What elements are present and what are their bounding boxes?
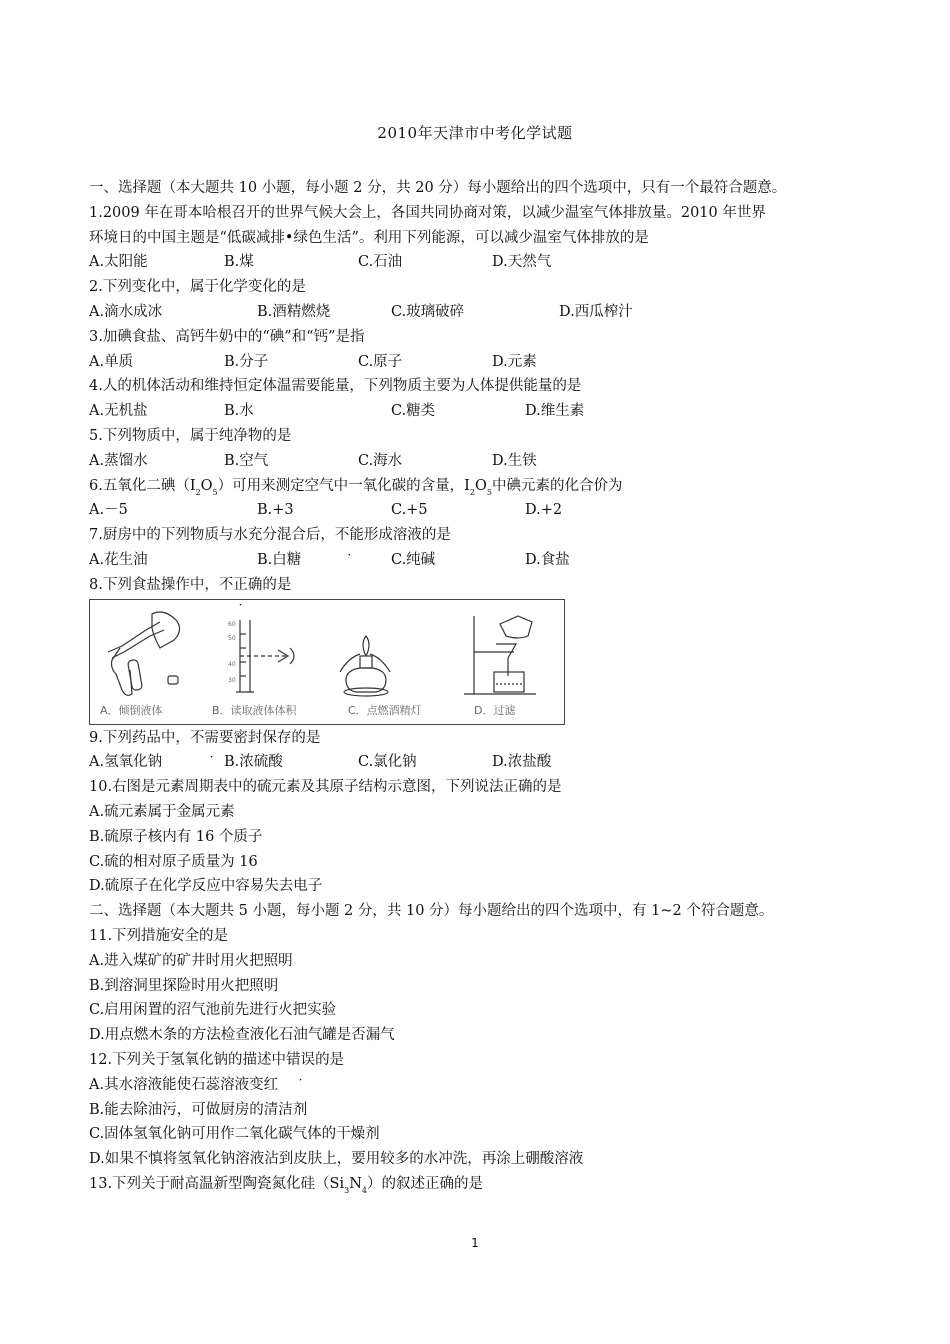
question-3-options — [89, 350, 869, 375]
option-a: A.－5 — [89, 502, 128, 519]
option-b: B.白糖 — [257, 551, 302, 568]
question-8: 8.下列食盐操作中，不正确的是 — [89, 573, 869, 598]
caption-b: B．读取液体体积 — [212, 703, 297, 717]
emphasis-text: 不需要 — [189, 729, 234, 746]
option-c: C.石油 — [358, 254, 403, 271]
option-d: D.+2 — [525, 502, 563, 519]
scale-tick-60: 60 — [228, 620, 236, 628]
question-9: 9.下列药品中，不需要密封保存的是 — [89, 726, 869, 751]
option-d: D.元素 — [492, 353, 537, 370]
option-c: C.硫的相对原子质量为 16 — [89, 853, 258, 870]
option-d: D.维生素 — [525, 403, 585, 420]
page-title: 2010年天津市中考化学试题 — [377, 124, 573, 142]
question-2: 2.下列变化中，属于化学变化的是 — [89, 279, 306, 296]
option-c: C.启用闲置的沼气池前先进行火把实验 — [89, 1002, 337, 1019]
option-c: C.糖类 — [391, 403, 436, 420]
option-a: A.氢氧化钠 — [89, 754, 163, 771]
question-4-options — [89, 399, 869, 424]
question-6-options — [89, 498, 869, 523]
option-c: C.固体氢氧化钠可用作二氧化碳气体的干燥剂 — [89, 1126, 380, 1143]
question-6: 6.五氧化二碘$(I_2O_5)$可用来测定空气中一氧化碳的含量，$I_2O_5$中碘元素的化合价为 — [89, 477, 623, 497]
option-b: B.水 — [224, 403, 254, 420]
scale-tick-40: 40 — [228, 660, 236, 668]
question-7: 7.厨房中的下列物质与水充分混合后，不能形成溶液的是 — [89, 523, 869, 548]
section-heading-1: 一、选择题（本大题共 10 小题，每小题 2 分，共 20 分）每小题给出的四个选项中，只有一个最符合题意。 — [89, 180, 787, 196]
caption-c: C．点燃酒精灯 — [348, 703, 422, 717]
question-5: 5.下列物质中，属于纯净物的是 — [89, 427, 292, 444]
question-9-options — [89, 750, 869, 775]
question-4: 4.人的机体活动和维持恒定体温需要能量，下列物质主要为人体提供能量的是 — [89, 378, 582, 395]
question-1-line-2: 环境日的中国主题是“低碳减排•绿色生活”。利用下列能源，可以减少温室气体排放的是 — [89, 229, 649, 246]
option-a: A.其水溶液能使石蕊溶液变红 — [89, 1076, 279, 1093]
scale-tick-50: 50 — [228, 634, 236, 642]
caption-a: A．倾倒液体 — [100, 703, 163, 717]
option-a: A.花生油 — [89, 551, 148, 568]
option-a: A.太阳能 — [89, 254, 148, 271]
emphasis-text: 不正确 — [218, 576, 263, 593]
option-d: D.西瓜榨汁 — [559, 303, 633, 320]
option-d: D.用点燃木条的方法检查液化石油气罐是否漏气 — [89, 1027, 395, 1044]
option-a: A.单质 — [89, 353, 134, 370]
emphasis-text: 不能 — [334, 527, 364, 544]
option-a: A.蒸馏水 — [89, 452, 148, 469]
option-d: D.如果不慎将氢氧化钠溶液沾到皮肤上，要用较多的水冲洗，再涂上硼酸溶液 — [89, 1151, 584, 1168]
exam-content — [89, 176, 869, 1197]
option-a: A.硫元素属于金属元素 — [89, 803, 235, 820]
option-d: D.食盐 — [525, 551, 570, 568]
question-1-options — [89, 250, 869, 275]
question-2-options — [89, 300, 869, 325]
option-d: D.浓盐酸 — [492, 754, 552, 771]
option-c: C.原子 — [358, 353, 403, 370]
scale-tick-30: 30 — [228, 676, 236, 684]
page-number: 1 — [471, 1236, 479, 1250]
option-c: C.玻璃破碎 — [391, 303, 465, 320]
option-a: A.进入煤矿的矿井时用火把照明 — [89, 952, 293, 969]
question-3: 3.加碘食盐、高钙牛奶中的“碘”和“钙”是指 — [89, 328, 365, 345]
option-a: A.无机盐 — [89, 403, 148, 420]
question-1-line-1: 1.2009 年在哥本哈根召开的世界气候大会上，各国共同协商对策，以减少温室气体排放量。2010 年世界 — [89, 204, 766, 221]
question-7-options — [89, 548, 869, 573]
option-b: B.浓硫酸 — [224, 754, 283, 771]
option-c: C.氯化钠 — [358, 754, 417, 771]
emphasis-text: 错误 — [286, 1051, 316, 1068]
option-b: B.煤 — [224, 254, 254, 271]
option-c: C.+5 — [391, 502, 428, 519]
question-11: 11.下列措施安全的是 — [89, 927, 229, 944]
option-b: B.+3 — [257, 502, 294, 519]
option-c: C.海水 — [358, 452, 403, 469]
option-d: D.天然气 — [492, 254, 552, 271]
option-c: C.纯碱 — [391, 551, 436, 568]
question-10: 10.右图是元素周期表中的硫元素及其原子结构示意图，下列说法正确的是 — [89, 779, 562, 796]
option-b: B.分子 — [224, 353, 269, 370]
option-d: D.生铁 — [492, 452, 537, 469]
question-13: 13.下列关于耐高温新型陶瓷氮化硅$(Si_3N_4)$的叙述正确的是 — [89, 1175, 484, 1195]
option-b: B.到溶洞里探险时用火把照明 — [89, 977, 279, 994]
question-5-options — [89, 449, 869, 474]
option-b: B.空气 — [224, 452, 269, 469]
option-b: B.硫原子核内有 16 个质子 — [89, 828, 263, 845]
option-b: B.能去除油污，可做厨房的清洁剂 — [89, 1101, 308, 1118]
question-12: 12.下列关于氢氧化钠的描述中错误的是 — [89, 1048, 869, 1073]
caption-d: D．过滤 — [474, 703, 516, 717]
lab-operations-figure — [89, 599, 565, 725]
option-b: B.酒精燃烧 — [257, 303, 331, 320]
option-a: A.滴水成冰 — [89, 303, 163, 320]
option-d: D.硫原子在化学反应中容易失去电子 — [89, 878, 323, 895]
section-heading-2: 二、选择题（本大题共 5 小题，每小题 2 分，共 10 分）每小题给出的四个选项中，有 1~2 个符合题意。 — [89, 903, 774, 920]
